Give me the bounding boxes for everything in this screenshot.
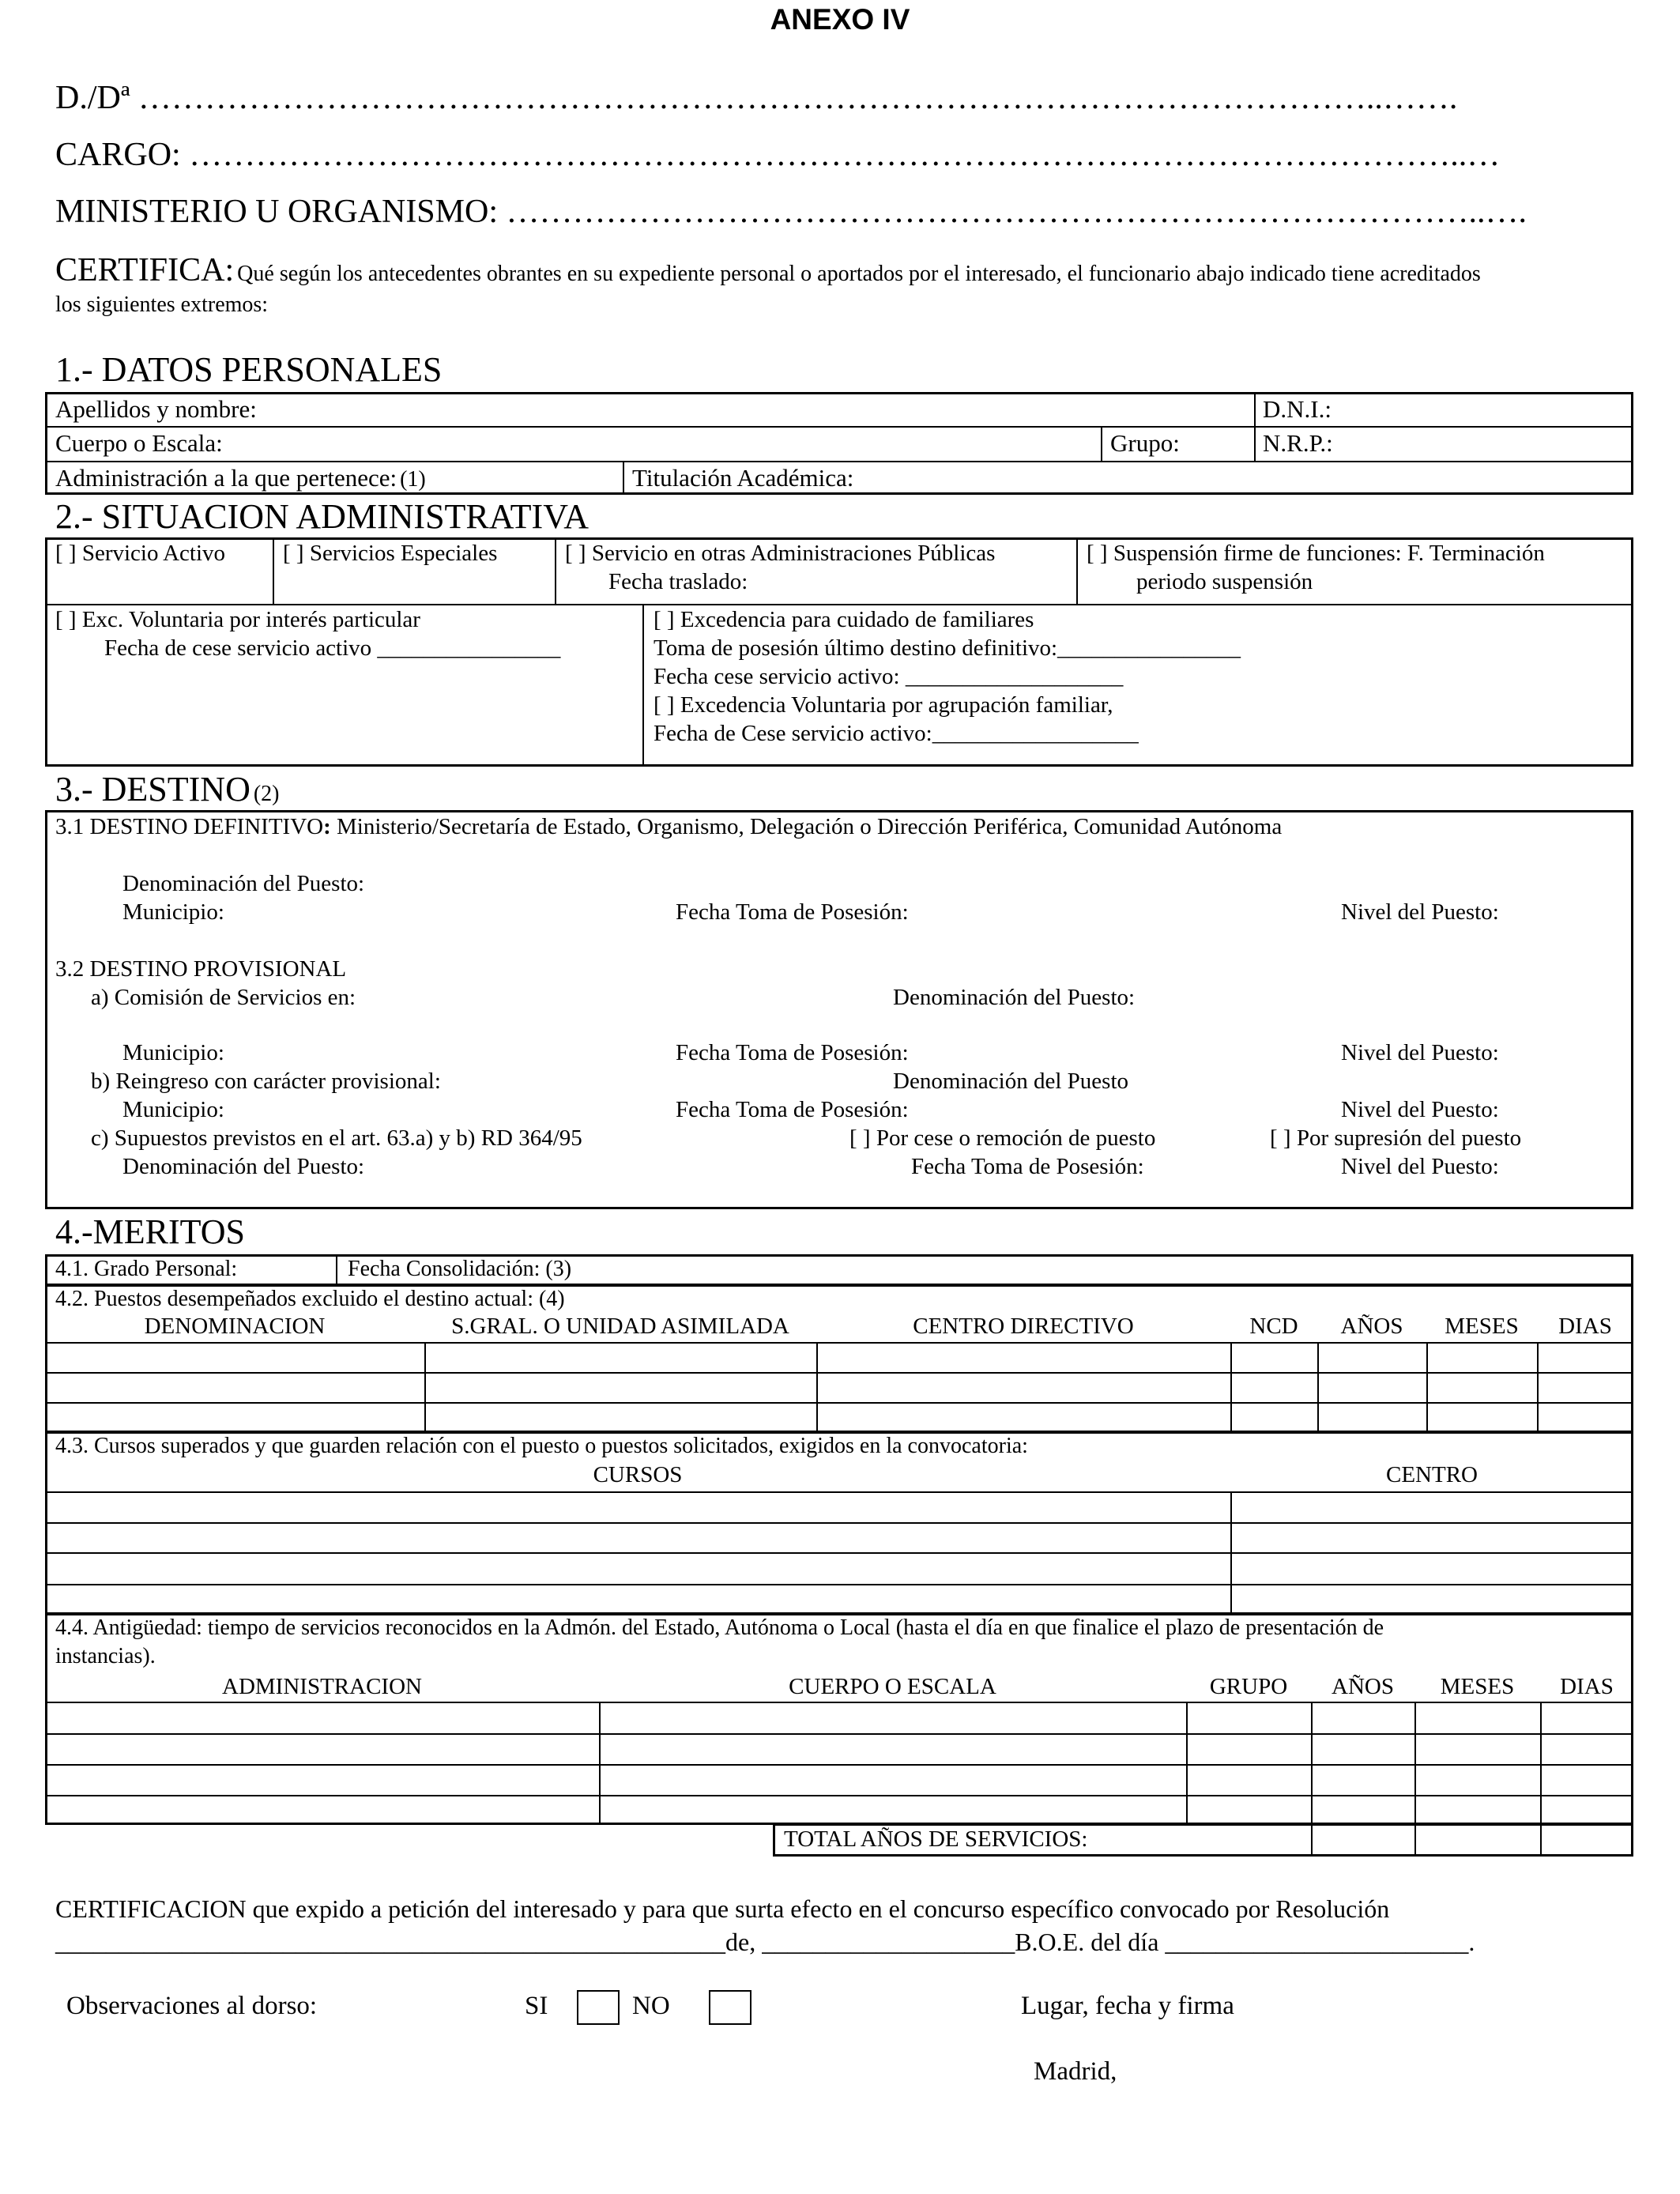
c-nivel-label: Nivel del Puesto:: [1341, 1154, 1499, 1179]
lugar-fecha-firma-label: Lugar, fecha y firma: [1021, 1992, 1234, 2020]
admin-label: [55, 464, 426, 492]
cuerpo-label: Cuerpo o Escala:: [55, 429, 223, 457]
otras-administraciones-option[interactable]: [ ] Servicio en otras Administraciones Públicas: [565, 541, 996, 566]
nrp-label: N.R.P.:: [1263, 429, 1333, 457]
b-denominacion-label: Denominación del Puesto: [893, 1069, 1129, 1094]
col-ncd: NCD: [1249, 1314, 1298, 1339]
exc-voluntaria-fecha[interactable]: Fecha de cese servicio activo ________________: [104, 635, 561, 661]
col-dias-antig: DIAS: [1560, 1674, 1614, 1699]
destino-definitivo-heading: 3.1 DESTINO DEFINITIVO: Ministerio/Secretaría de Estado, Organismo, Delegación o Dirección Periférica, Comunidad Autónoma: [55, 814, 1283, 839]
certifica-text-2: los siguientes extremos:: [55, 292, 269, 317]
col-meses-antig: MESES: [1440, 1674, 1515, 1699]
certifica-text: Qué según los antecedentes obrantes en su expediente personal o aportados por el interesado, el funcionario abajo indicado tiene acreditados: [237, 262, 1481, 286]
b-fecha-toma-label: Fecha Toma de Posesión:: [676, 1097, 909, 1122]
consolidacion-label: Fecha Consolidación: (3): [348, 1257, 572, 1281]
def-fecha-toma-label: Fecha Toma de Posesión:: [676, 899, 909, 925]
c-fecha-toma-label: Fecha Toma de Posesión:: [911, 1154, 1144, 1179]
certificacion-fields[interactable]: _____________________________________________________de, ____________________B.O.E. del día ________________________.: [55, 1928, 1475, 1956]
col-dias: DIAS: [1558, 1314, 1612, 1339]
madrid-label: Madrid,: [1034, 2057, 1117, 2086]
col-anos: AÑOS: [1340, 1314, 1403, 1339]
col-administracion: ADMINISTRACION: [222, 1674, 422, 1699]
exc-voluntaria-option[interactable]: [ ] Exc. Voluntaria por interés particular: [55, 607, 420, 632]
a-denominacion-label: Denominación del Puesto:: [893, 985, 1136, 1010]
def-nivel-label: Nivel del Puesto:: [1341, 899, 1499, 925]
exc-familiares-option[interactable]: [ ] Excedencia para cuidado de familiares: [654, 607, 1034, 632]
section-3-title-text: 3.- DESTINO: [55, 770, 250, 809]
cursos-heading: 4.3. Cursos superados y que guarden relación con el puesto o puestos solicitados, exigidos en la convocatoria:: [55, 1434, 1028, 1458]
col-anos-antig: AÑOS: [1332, 1674, 1394, 1699]
fecha-traslado-label: Fecha traslado:: [608, 569, 748, 594]
section-3-title: [55, 769, 280, 809]
supuestos-label: c) Supuestos previstos en el art. 63.a) y b) RD 364/95: [91, 1125, 582, 1151]
cargo-field[interactable]: CARGO: ……………………………………………………………………………………………………..…: [55, 137, 1501, 173]
a-municipio-label: Municipio:: [122, 1040, 224, 1065]
def-municipio-label: Municipio:: [122, 899, 224, 925]
fecha-cese-field[interactable]: Fecha cese servicio activo: ___________________: [654, 664, 1124, 689]
dd-field[interactable]: D./Dª …………………………………………………………………………………………………..…….: [55, 80, 1458, 116]
comision-servicios-label: a) Comisión de Servicios en:: [91, 985, 356, 1010]
total-label: TOTAL AÑOS DE SERVICIOS:: [784, 1826, 1088, 1852]
col-centro: CENTRO: [1386, 1462, 1478, 1487]
a-nivel-label: Nivel del Puesto:: [1341, 1040, 1499, 1065]
b-municipio-label: Municipio:: [122, 1097, 224, 1122]
no-label: NO: [632, 1992, 670, 2020]
section-1-title: 1.- DATOS PERSONALES: [55, 350, 443, 389]
reingreso-label: b) Reingreso con carácter provisional:: [91, 1069, 441, 1094]
col-meses: MESES: [1445, 1314, 1519, 1339]
puestos-heading: 4.2. Puestos desempeñados excluido el destino actual: (4): [55, 1287, 565, 1311]
certifica-label: CERTIFICA:: [55, 252, 235, 288]
col-denominacion: DENOMINACION: [144, 1314, 326, 1339]
ministerio-field[interactable]: MINISTERIO U ORGANISMO: ……………………………………………………………………………..….: [55, 194, 1527, 230]
grado-table: [45, 1254, 1633, 1286]
certifica-line: [55, 251, 1481, 289]
observaciones-label: Observaciones al dorso:: [66, 1992, 318, 2020]
col-cursos: CURSOS: [593, 1462, 683, 1487]
a-fecha-toma-label: Fecha Toma de Posesión:: [676, 1040, 909, 1065]
servicios-especiales-option[interactable]: [ ] Servicios Especiales: [283, 541, 498, 566]
si-checkbox[interactable]: [577, 1990, 620, 2025]
antiguedad-heading: 4.4. Antigüedad: tiempo de servicios reconocidos en la Admón. del Estado, Autónoma o Local (hasta el día en que finalice el plazo de presentación de: [55, 1615, 1384, 1640]
toma-posesion-field[interactable]: Toma de posesión último destino definitivo:________________: [654, 635, 1241, 661]
col-centro-directivo: CENTRO DIRECTIVO: [913, 1314, 1134, 1339]
destino-provisional-heading: 3.2 DESTINO PROVISIONAL: [55, 956, 347, 982]
def-denominacion-label: Denominación del Puesto:: [122, 871, 365, 896]
cese-remocion-option[interactable]: [ ] Por cese o remoción de puesto: [849, 1125, 1156, 1151]
c-denominacion-label: Denominación del Puesto:: [122, 1154, 365, 1179]
apellidos-label: Apellidos y nombre:: [55, 395, 257, 423]
grupo-label: Grupo:: [1110, 429, 1180, 457]
dni-label: D.N.I.:: [1263, 395, 1332, 423]
servicio-activo-option[interactable]: [ ] Servicio Activo: [55, 541, 226, 566]
no-checkbox[interactable]: [709, 1990, 751, 2025]
suspension-periodo: periodo suspensión: [1136, 569, 1313, 594]
antiguedad-table: [45, 1613, 1633, 1825]
page-title: ANEXO IV: [770, 3, 910, 36]
grado-label: 4.1. Grado Personal:: [55, 1257, 238, 1281]
section-4-title: 4.-MERITOS: [55, 1212, 245, 1251]
si-label: SI: [525, 1992, 548, 2020]
admin-note: (1): [400, 467, 426, 492]
exc-agrupacion-option[interactable]: [ ] Excedencia Voluntaria por agrupación familiar,: [654, 692, 1113, 718]
col-grupo: GRUPO: [1209, 1674, 1288, 1699]
agrupacion-fecha-field[interactable]: Fecha de Cese servicio activo:__________________: [654, 721, 1139, 746]
antiguedad-heading-2: instancias).: [55, 1644, 156, 1668]
titulacion-label: Titulación Académica:: [632, 464, 854, 492]
b-nivel-label: Nivel del Puesto:: [1341, 1097, 1499, 1122]
section-3-note: (2): [253, 782, 280, 806]
section-2-title: 2.- SITUACION ADMINISTRATIVA: [55, 497, 590, 536]
col-cuerpo-escala: CUERPO O ESCALA: [789, 1674, 996, 1699]
supresion-option[interactable]: [ ] Por supresión del puesto: [1270, 1125, 1522, 1151]
admin-text: Administración a la que pertenece:: [55, 464, 397, 492]
col-sgral: S.GRAL. O UNIDAD ASIMILADA: [451, 1314, 789, 1339]
suspension-option[interactable]: [ ] Suspensión firme de funciones: F. Terminación: [1087, 541, 1545, 566]
certificacion-text: CERTIFICACION que expido a petición del interesado y para que surta efecto en el concurso específico convocado por Resolución: [55, 1894, 1390, 1923]
